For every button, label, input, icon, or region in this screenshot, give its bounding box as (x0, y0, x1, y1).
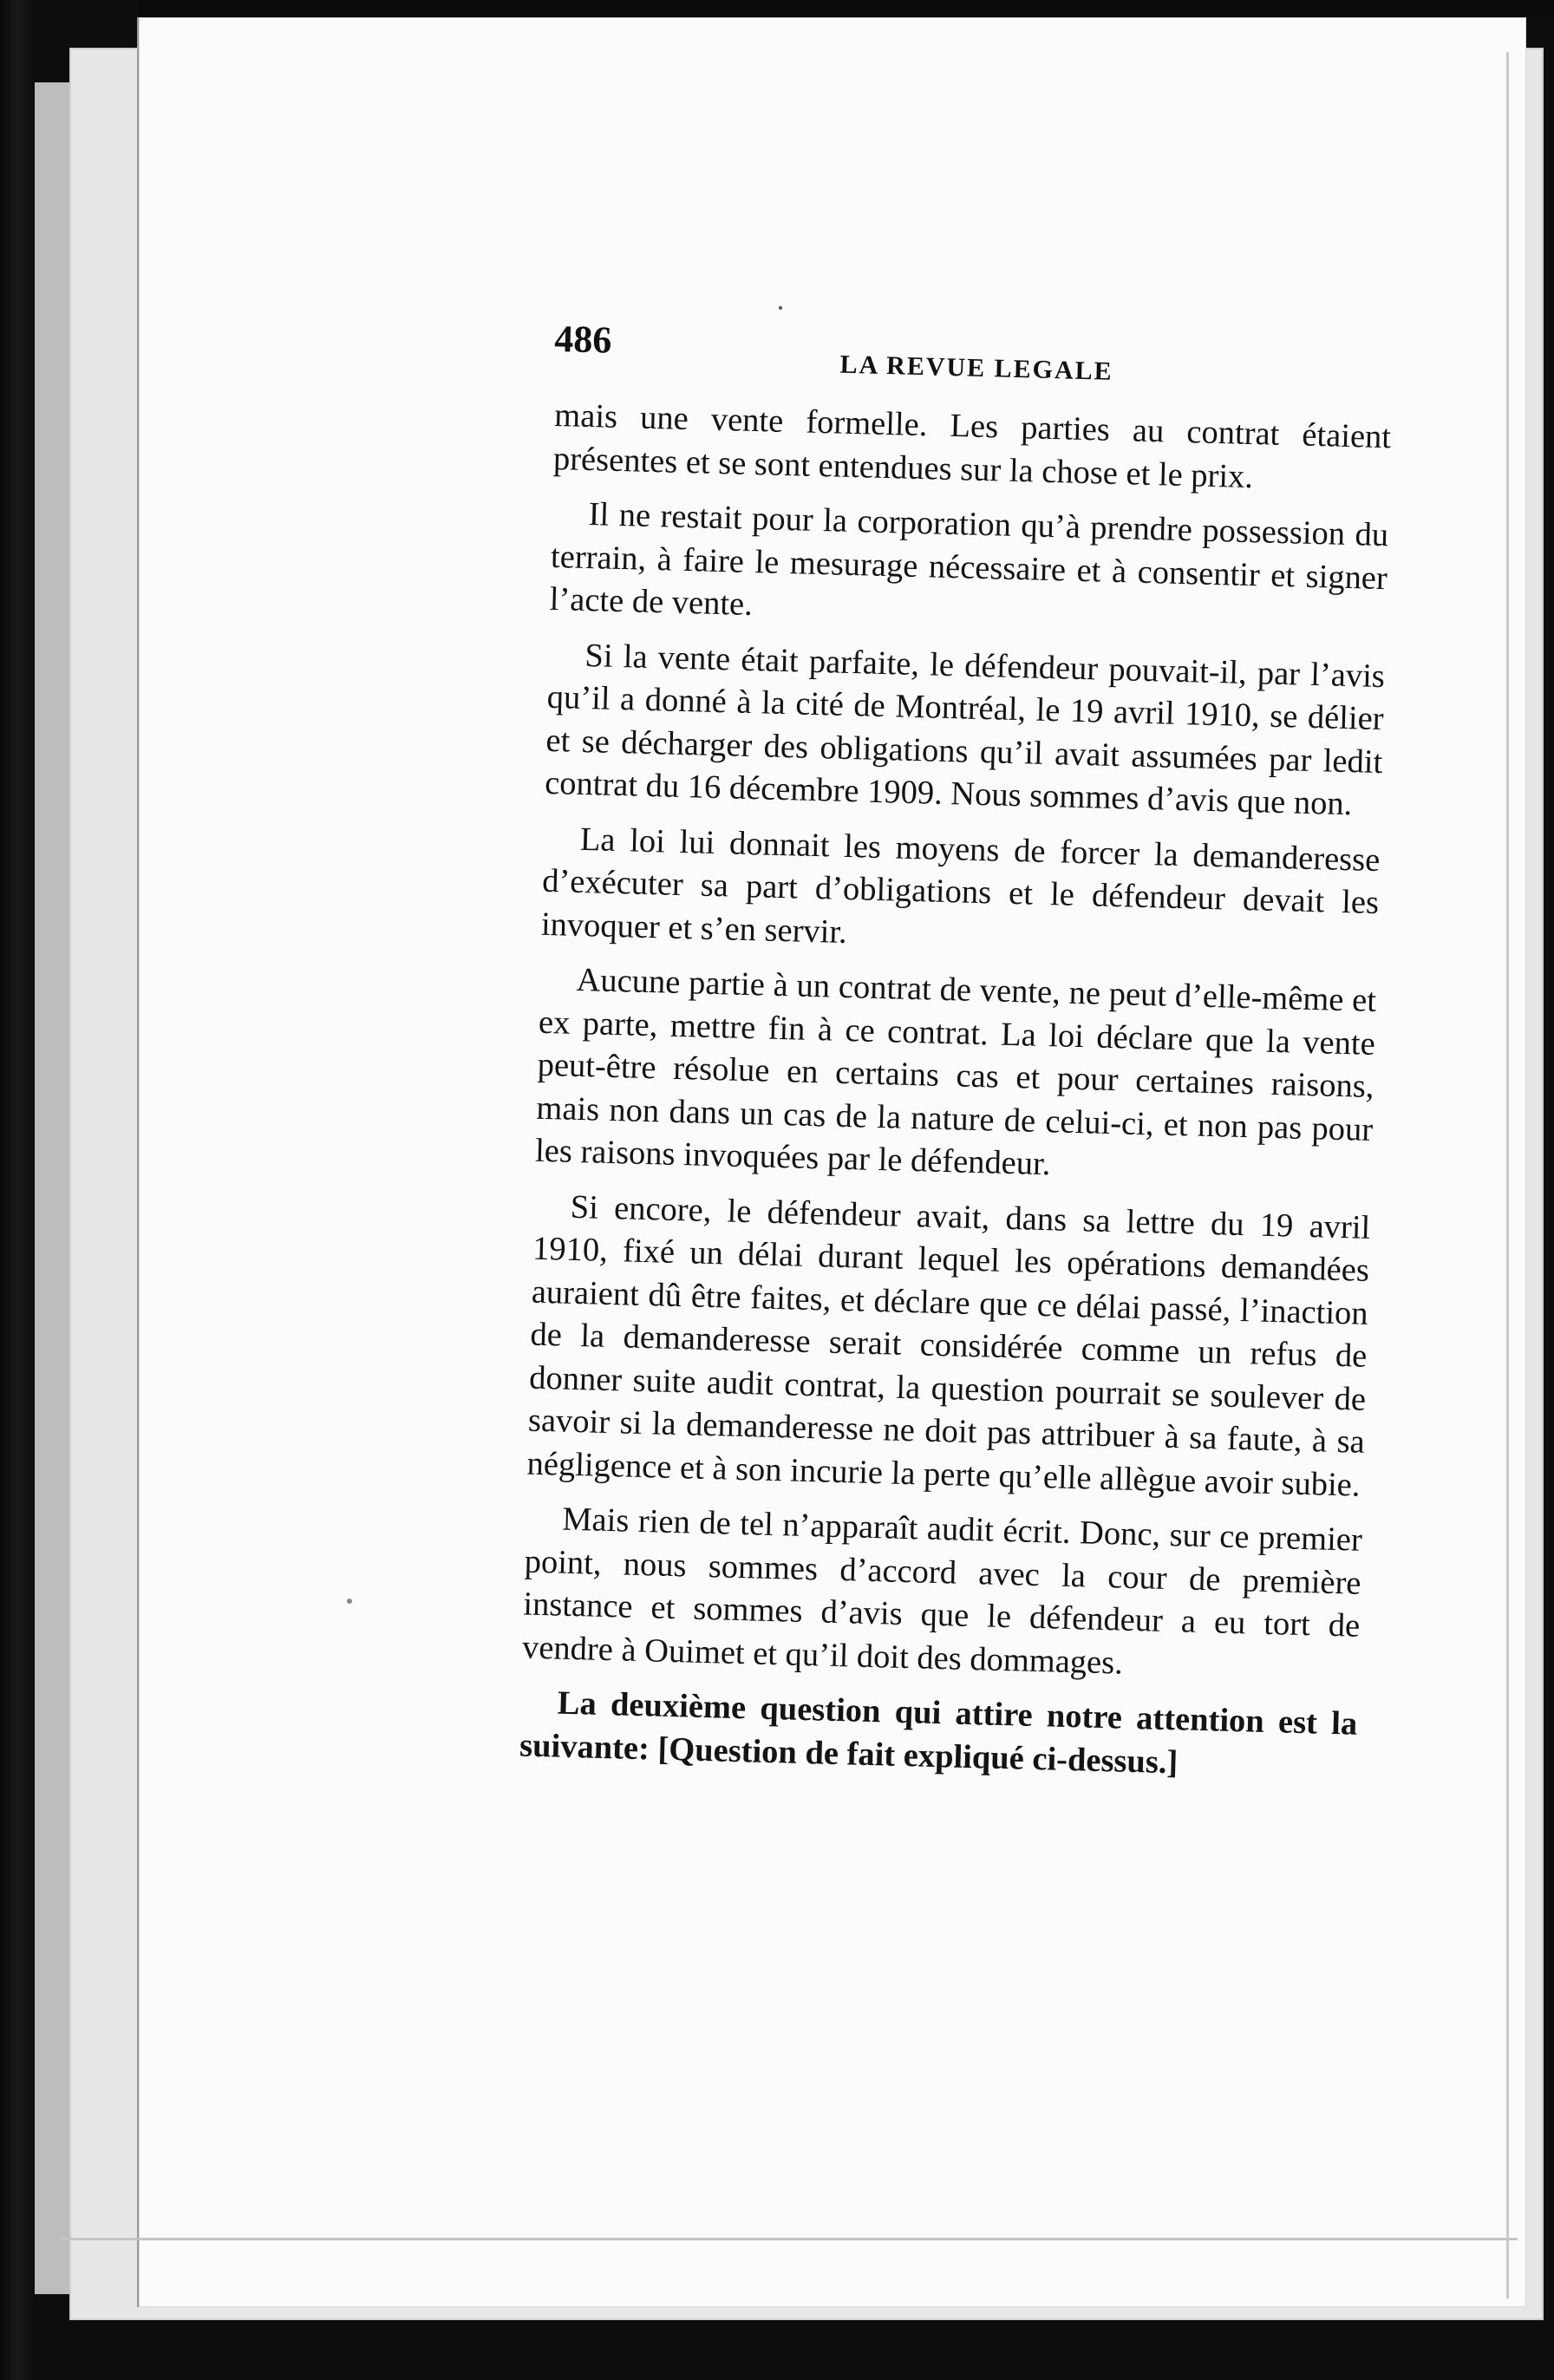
paragraph: La deuxième question qui attire notre attention est la suivante: [Question de fait expliqué ci-dessus.] (519, 1684, 1358, 1781)
ink-speck (779, 306, 782, 310)
scan-top-edge (139, 0, 1554, 17)
page-number: 486 (553, 317, 612, 362)
body-text (519, 395, 1391, 1801)
page-fold-line (1506, 52, 1509, 2298)
page-bottom-edge (61, 2238, 1518, 2240)
paragraph: La loi lui donnait les moyens de forcer la demanderesse d’exécuter sa part d’obligations et le défendeur devait les invoquer et s’en servir. (540, 821, 1381, 951)
running-title: LA REVUE LEGALE (839, 350, 1114, 386)
paragraph: Si encore, le défendeur avait, dans sa lettre du 19 avril 1910, fixé un délai durant lequel les opérations demandées auraient dû être faites, et déclare que ce délai passé, l’inaction de la demanderesse serait considérée comme un refus de donner suite audit contrat, la question pourrait se soulever de savoir si la demanderesse ne doit pas attribuer à sa faute, à sa négligence et à son incurie la perte qu’elle allègue avoir subie. (526, 1188, 1371, 1504)
paragraph: Mais rien de tel n’apparaît audit écrit. Donc, sur ce premier point, nous sommes d’accord avec la cour de première instance et sommes d’avis que le défendeur a eu tort de vendre à Ouimet et qu’il doit des dommages. (521, 1501, 1363, 1682)
paragraph: Si la vente était parfaite, le défendeur pouvait-il, par l’avis qu’il a donné à la cité de Montréal, le 19 avril 1910, se délier et se décharger des obligations qu’il avait assumées par ledit contrat du 16 décembre 1909. Nous sommes d’avis que non. (544, 637, 1386, 823)
paragraph: mais une vente formelle. Les parties au contrat étaient présentes et se sont entendues sur la chose et le prix. (552, 396, 1392, 495)
paragraph: Il ne restait pour la corporation qu’à prendre possession du terrain, à faire le mesurage nécessaire et à consentir et signer l’acte de vente. (549, 496, 1389, 624)
paragraph: Aucune partie à un contrat de vente, ne peut d’elle-même et ex parte, mettre fin à ce contrat. La loi déclare que la vente peut-être résolue en certains cas et pour certaines raisons, mais non dans un cas de la nature de celui-ci, et non pas pour les raisons invoquées par le défendeur. (534, 961, 1377, 1183)
margin-speck (347, 1599, 352, 1604)
